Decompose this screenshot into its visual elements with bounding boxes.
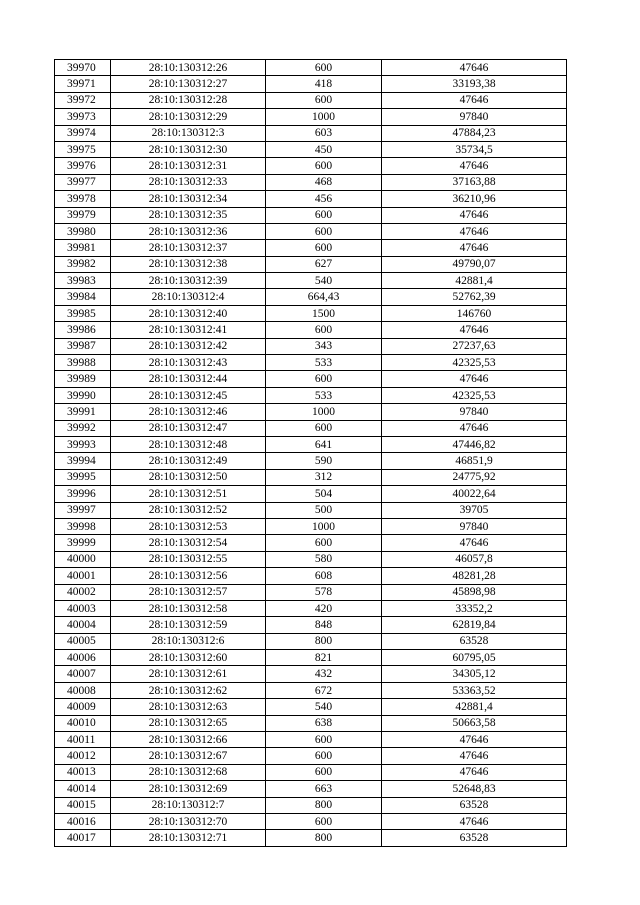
value-cell: 40022,64: [382, 486, 567, 502]
cadastral-number-cell: 28:10:130312:59: [111, 617, 266, 633]
area-cell: 600: [266, 322, 382, 338]
cadastral-number-cell: 28:10:130312:47: [111, 420, 266, 436]
cadastral-number-cell: 28:10:130312:57: [111, 584, 266, 600]
cadastral-number-cell: 28:10:130312:7: [111, 797, 266, 813]
row-number-cell: 39994: [55, 453, 111, 469]
area-cell: 432: [266, 666, 382, 682]
table-row: [55, 371, 567, 387]
cadastral-number-cell: 28:10:130312:63: [111, 699, 266, 715]
value-cell: 47884,23: [382, 125, 567, 141]
area-cell: 533: [266, 355, 382, 371]
row-number-cell: 40015: [55, 797, 111, 813]
table-row: [55, 502, 567, 518]
value-cell: 97840: [382, 518, 567, 534]
cadastral-number-cell: 28:10:130312:56: [111, 568, 266, 584]
table-row: [55, 92, 567, 108]
value-cell: 47646: [382, 92, 567, 108]
table-row: [55, 699, 567, 715]
area-cell: 663: [266, 781, 382, 797]
row-number-cell: 39988: [55, 355, 111, 371]
table-row: [55, 109, 567, 125]
value-cell: 63528: [382, 633, 567, 649]
area-cell: 848: [266, 617, 382, 633]
table-row: [55, 76, 567, 92]
area-cell: 600: [266, 240, 382, 256]
table-row: [55, 715, 567, 731]
row-number-cell: 39977: [55, 174, 111, 190]
row-number-cell: 39993: [55, 436, 111, 452]
cadastral-number-cell: 28:10:130312:69: [111, 781, 266, 797]
area-cell: 533: [266, 387, 382, 403]
area-cell: 343: [266, 338, 382, 354]
cadastral-number-cell: 28:10:130312:44: [111, 371, 266, 387]
row-number-cell: 39996: [55, 486, 111, 502]
area-cell: 603: [266, 125, 382, 141]
row-number-cell: 40009: [55, 699, 111, 715]
table-row: [55, 305, 567, 321]
row-number-cell: 39987: [55, 338, 111, 354]
cadastral-number-cell: 28:10:130312:39: [111, 273, 266, 289]
row-number-cell: 39971: [55, 76, 111, 92]
area-cell: 600: [266, 207, 382, 223]
value-cell: 36210,96: [382, 191, 567, 207]
cadastral-number-cell: 28:10:130312:48: [111, 436, 266, 452]
table-row: [55, 141, 567, 157]
area-cell: 600: [266, 535, 382, 551]
value-cell: 146760: [382, 305, 567, 321]
table-row: [55, 518, 567, 534]
value-cell: 42881,4: [382, 699, 567, 715]
table-row: [55, 355, 567, 371]
cadastral-number-cell: 28:10:130312:42: [111, 338, 266, 354]
row-number-cell: 39997: [55, 502, 111, 518]
row-number-cell: 40002: [55, 584, 111, 600]
table-row: [55, 732, 567, 748]
value-cell: 47646: [382, 813, 567, 829]
cadastral-number-cell: 28:10:130312:54: [111, 535, 266, 551]
area-cell: 540: [266, 273, 382, 289]
table-row: [55, 240, 567, 256]
cadastral-number-cell: 28:10:130312:40: [111, 305, 266, 321]
value-cell: 47646: [382, 764, 567, 780]
table-row: [55, 617, 567, 633]
cadastral-number-cell: 28:10:130312:36: [111, 223, 266, 239]
table-row: [55, 436, 567, 452]
area-cell: 600: [266, 813, 382, 829]
value-cell: 52762,39: [382, 289, 567, 305]
row-number-cell: 40003: [55, 600, 111, 616]
table-row: [55, 256, 567, 272]
cadastral-number-cell: 28:10:130312:67: [111, 748, 266, 764]
row-number-cell: 40012: [55, 748, 111, 764]
row-number-cell: 39980: [55, 223, 111, 239]
value-cell: 46057,8: [382, 551, 567, 567]
cadastral-number-cell: 28:10:130312:43: [111, 355, 266, 371]
row-number-cell: 39983: [55, 273, 111, 289]
row-number-cell: 39991: [55, 404, 111, 420]
table-row: [55, 125, 567, 141]
cadastral-number-cell: 28:10:130312:51: [111, 486, 266, 502]
value-cell: 47646: [382, 322, 567, 338]
table-row: [55, 633, 567, 649]
value-cell: 63528: [382, 830, 567, 846]
value-cell: 47646: [382, 158, 567, 174]
value-cell: 42881,4: [382, 273, 567, 289]
area-cell: 800: [266, 797, 382, 813]
row-number-cell: 39989: [55, 371, 111, 387]
cadastral-number-cell: 28:10:130312:71: [111, 830, 266, 846]
cadastral-number-cell: 28:10:130312:27: [111, 76, 266, 92]
area-cell: 608: [266, 568, 382, 584]
area-cell: 672: [266, 682, 382, 698]
value-cell: 24775,92: [382, 469, 567, 485]
area-cell: 590: [266, 453, 382, 469]
table-row: [55, 584, 567, 600]
value-cell: 53363,52: [382, 682, 567, 698]
row-number-cell: 39998: [55, 518, 111, 534]
table-row: [55, 191, 567, 207]
cadastral-number-cell: 28:10:130312:45: [111, 387, 266, 403]
cadastral-number-cell: 28:10:130312:49: [111, 453, 266, 469]
cadastral-number-cell: 28:10:130312:58: [111, 600, 266, 616]
table-row: [55, 469, 567, 485]
area-cell: 627: [266, 256, 382, 272]
value-cell: 47646: [382, 240, 567, 256]
area-cell: 600: [266, 60, 382, 76]
value-cell: 46851,9: [382, 453, 567, 469]
area-cell: 456: [266, 191, 382, 207]
area-cell: 638: [266, 715, 382, 731]
area-cell: 468: [266, 174, 382, 190]
table-row: [55, 682, 567, 698]
row-number-cell: 40017: [55, 830, 111, 846]
area-cell: 600: [266, 223, 382, 239]
cadastral-number-cell: 28:10:130312:34: [111, 191, 266, 207]
row-number-cell: 39986: [55, 322, 111, 338]
value-cell: 62819,84: [382, 617, 567, 633]
area-cell: 1500: [266, 305, 382, 321]
table-row: [55, 535, 567, 551]
value-cell: 97840: [382, 109, 567, 125]
area-cell: 800: [266, 633, 382, 649]
cadastral-number-cell: 28:10:130312:31: [111, 158, 266, 174]
value-cell: 33352,2: [382, 600, 567, 616]
cadastral-number-cell: 28:10:130312:28: [111, 92, 266, 108]
table-row: [55, 781, 567, 797]
table-row: [55, 174, 567, 190]
table-row: [55, 322, 567, 338]
area-cell: 418: [266, 76, 382, 92]
cadastral-number-cell: 28:10:130312:38: [111, 256, 266, 272]
value-cell: 39705: [382, 502, 567, 518]
table-row: [55, 568, 567, 584]
area-cell: 641: [266, 436, 382, 452]
table-row: [55, 273, 567, 289]
row-number-cell: 40000: [55, 551, 111, 567]
row-number-cell: 40013: [55, 764, 111, 780]
area-cell: 540: [266, 699, 382, 715]
value-cell: 52648,83: [382, 781, 567, 797]
row-number-cell: 40016: [55, 813, 111, 829]
table-body: [55, 60, 567, 847]
row-number-cell: 40001: [55, 568, 111, 584]
area-cell: 1000: [266, 404, 382, 420]
area-cell: 821: [266, 650, 382, 666]
area-cell: 600: [266, 371, 382, 387]
area-cell: 450: [266, 141, 382, 157]
row-number-cell: 39981: [55, 240, 111, 256]
cadastral-number-cell: 28:10:130312:62: [111, 682, 266, 698]
value-cell: 47646: [382, 732, 567, 748]
cadastral-number-cell: 28:10:130312:3: [111, 125, 266, 141]
cadastral-number-cell: 28:10:130312:50: [111, 469, 266, 485]
area-cell: 600: [266, 420, 382, 436]
row-number-cell: 39995: [55, 469, 111, 485]
table-row: [55, 551, 567, 567]
value-cell: 35734,5: [382, 141, 567, 157]
area-cell: 600: [266, 764, 382, 780]
value-cell: 47646: [382, 60, 567, 76]
table-row: [55, 813, 567, 829]
table-row: [55, 797, 567, 813]
area-cell: 312: [266, 469, 382, 485]
value-cell: 37163,88: [382, 174, 567, 190]
cadastral-number-cell: 28:10:130312:30: [111, 141, 266, 157]
cadastral-number-cell: 28:10:130312:70: [111, 813, 266, 829]
table-row: [55, 404, 567, 420]
row-number-cell: 39978: [55, 191, 111, 207]
cadastral-number-cell: 28:10:130312:61: [111, 666, 266, 682]
cadastral-number-cell: 28:10:130312:6: [111, 633, 266, 649]
table-row: [55, 486, 567, 502]
row-number-cell: 40006: [55, 650, 111, 666]
row-number-cell: 39975: [55, 141, 111, 157]
cadastral-number-cell: 28:10:130312:46: [111, 404, 266, 420]
cadastral-number-cell: 28:10:130312:68: [111, 764, 266, 780]
value-cell: 63528: [382, 797, 567, 813]
row-number-cell: 39990: [55, 387, 111, 403]
row-number-cell: 40010: [55, 715, 111, 731]
cadastral-number-cell: 28:10:130312:66: [111, 732, 266, 748]
cadastral-number-cell: 28:10:130312:35: [111, 207, 266, 223]
value-cell: 60795,05: [382, 650, 567, 666]
row-number-cell: 39973: [55, 109, 111, 125]
area-cell: 580: [266, 551, 382, 567]
area-cell: 664,43: [266, 289, 382, 305]
cadastral-number-cell: 28:10:130312:53: [111, 518, 266, 534]
area-cell: 600: [266, 748, 382, 764]
value-cell: 34305,12: [382, 666, 567, 682]
cadastral-number-cell: 28:10:130312:65: [111, 715, 266, 731]
row-number-cell: 39985: [55, 305, 111, 321]
row-number-cell: 39972: [55, 92, 111, 108]
row-number-cell: 40008: [55, 682, 111, 698]
cadastral-number-cell: 28:10:130312:52: [111, 502, 266, 518]
area-cell: 600: [266, 158, 382, 174]
value-cell: 27237,63: [382, 338, 567, 354]
row-number-cell: 40004: [55, 617, 111, 633]
cadastral-number-cell: 28:10:130312:37: [111, 240, 266, 256]
table-row: [55, 666, 567, 682]
row-number-cell: 39974: [55, 125, 111, 141]
area-cell: 600: [266, 732, 382, 748]
row-number-cell: 39982: [55, 256, 111, 272]
value-cell: 42325,53: [382, 387, 567, 403]
row-number-cell: 39979: [55, 207, 111, 223]
row-number-cell: 40014: [55, 781, 111, 797]
area-cell: 420: [266, 600, 382, 616]
table-row: [55, 420, 567, 436]
cadastral-number-cell: 28:10:130312:55: [111, 551, 266, 567]
table-row: [55, 207, 567, 223]
area-cell: 1000: [266, 518, 382, 534]
row-number-cell: 39984: [55, 289, 111, 305]
cadastral-number-cell: 28:10:130312:26: [111, 60, 266, 76]
value-cell: 33193,38: [382, 76, 567, 92]
table-row: [55, 60, 567, 76]
table-row: [55, 223, 567, 239]
row-number-cell: 40005: [55, 633, 111, 649]
row-number-cell: 40007: [55, 666, 111, 682]
table-row: [55, 158, 567, 174]
land-parcel-table: [54, 59, 567, 847]
value-cell: 49790,07: [382, 256, 567, 272]
row-number-cell: 39992: [55, 420, 111, 436]
table-row: [55, 289, 567, 305]
table-row: [55, 748, 567, 764]
cadastral-number-cell: 28:10:130312:33: [111, 174, 266, 190]
value-cell: 47646: [382, 420, 567, 436]
value-cell: 50663,58: [382, 715, 567, 731]
table-row: [55, 600, 567, 616]
value-cell: 48281,28: [382, 568, 567, 584]
value-cell: 47646: [382, 223, 567, 239]
table-row: [55, 650, 567, 666]
value-cell: 47646: [382, 535, 567, 551]
cadastral-number-cell: 28:10:130312:4: [111, 289, 266, 305]
cadastral-number-cell: 28:10:130312:29: [111, 109, 266, 125]
row-number-cell: 39970: [55, 60, 111, 76]
area-cell: 504: [266, 486, 382, 502]
value-cell: 42325,53: [382, 355, 567, 371]
area-cell: 800: [266, 830, 382, 846]
area-cell: 600: [266, 92, 382, 108]
table-row: [55, 338, 567, 354]
row-number-cell: 40011: [55, 732, 111, 748]
table-row: [55, 764, 567, 780]
area-cell: 578: [266, 584, 382, 600]
area-cell: 1000: [266, 109, 382, 125]
row-number-cell: 39999: [55, 535, 111, 551]
table-row: [55, 387, 567, 403]
table-row: [55, 830, 567, 846]
value-cell: 45898,98: [382, 584, 567, 600]
cadastral-number-cell: 28:10:130312:60: [111, 650, 266, 666]
table-row: [55, 453, 567, 469]
row-number-cell: 39976: [55, 158, 111, 174]
cadastral-number-cell: 28:10:130312:41: [111, 322, 266, 338]
value-cell: 97840: [382, 404, 567, 420]
value-cell: 47646: [382, 207, 567, 223]
area-cell: 500: [266, 502, 382, 518]
value-cell: 47446,82: [382, 436, 567, 452]
value-cell: 47646: [382, 371, 567, 387]
value-cell: 47646: [382, 748, 567, 764]
